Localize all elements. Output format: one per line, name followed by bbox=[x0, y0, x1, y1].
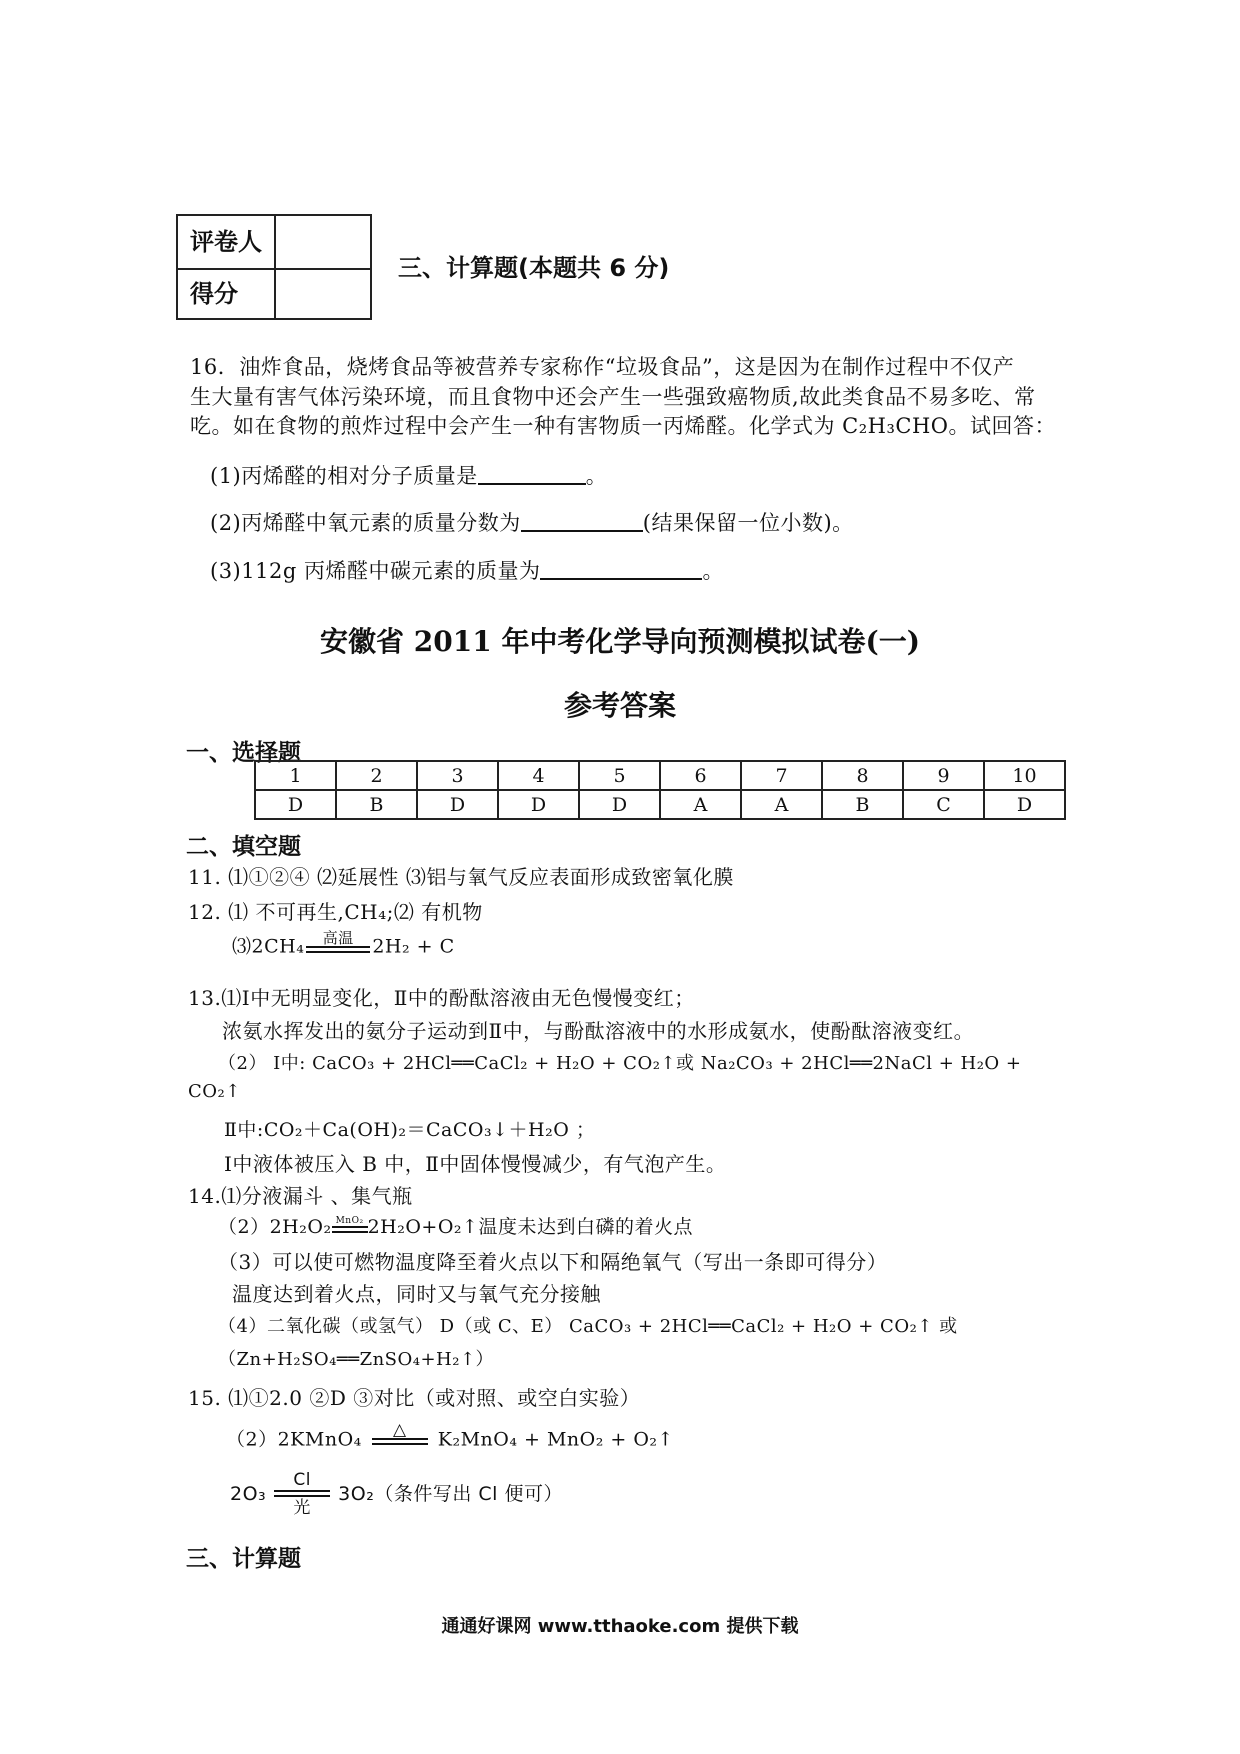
condition-label: MnO₂ bbox=[335, 1215, 364, 1226]
table-row-numbers bbox=[255, 761, 1065, 790]
answer-12-line2 bbox=[232, 930, 455, 965]
table-cell-question-number: 5 bbox=[579, 761, 660, 790]
answer-subtitle: 参考答案 bbox=[563, 689, 676, 722]
answer-15-ozone-left: 2O₃ bbox=[230, 1483, 267, 1505]
answer-14-eq-right: 2H₂O+O₂↑温度未达到白磷的着火点 bbox=[367, 1216, 693, 1238]
table-cell-answer: D bbox=[579, 790, 660, 819]
table-cell-answer: D bbox=[498, 790, 579, 819]
sec2-heading: 二、填空题 bbox=[186, 834, 301, 860]
reviewer-row bbox=[178, 216, 370, 270]
answer-14-line3: （3）可以使可燃物温度降至着火点以下和隔绝氧气（写出一条即可得分） bbox=[218, 1250, 888, 1274]
q16-sub2-text: (2)丙烯醛中氧元素的质量分数为 bbox=[210, 511, 521, 535]
heat-triangle-icon: △ bbox=[392, 1420, 407, 1440]
answer-11: 11. ⑴①②④ ⑵延展性 ⑶铝与氧气反应表面形成致密氧化膜 bbox=[188, 865, 734, 889]
table-cell-question-number: 6 bbox=[660, 761, 741, 790]
sec1-heading: 一、选择题 bbox=[186, 740, 301, 766]
q16-sub3-text: (3)112g 丙烯醛中碳元素的质量为 bbox=[210, 559, 541, 583]
answer-15-line3 bbox=[230, 1470, 563, 1519]
q16-sub1-blank[interactable] bbox=[478, 463, 586, 485]
equals-bars bbox=[332, 1226, 368, 1233]
answer-title: 安徽省 2011 年中考化学导向预测模拟试卷(一) bbox=[320, 625, 920, 658]
q16-sub2 bbox=[210, 507, 854, 537]
answer-14-line2 bbox=[218, 1212, 693, 1241]
sec3-heading: 三、计算题 bbox=[186, 1546, 301, 1572]
table-cell-answer: C bbox=[903, 790, 984, 819]
page-footer: 通通好课网 www.tthaoke.com 提供下载 bbox=[441, 1616, 799, 1637]
q16-sub1 bbox=[210, 460, 607, 490]
table-cell-question-number: 3 bbox=[417, 761, 498, 790]
q16-line3: 吃。如在食物的煎炸过程中会产生一种有害物质一丙烯醛。化学式为 C₂H₃CHO。试回答： bbox=[190, 414, 1056, 438]
table-cell-answer: B bbox=[822, 790, 903, 819]
table-cell-answer: D bbox=[417, 790, 498, 819]
answer-14-line5: （4）二氧化碳（或氢气） D（或 C、E） CaCO₃ + 2HCl══CaCl₂ + H₂O + CO₂↑ 或 bbox=[218, 1316, 958, 1337]
table-cell-question-number: 9 bbox=[903, 761, 984, 790]
q16-sub2-blank[interactable] bbox=[521, 510, 643, 532]
answer-13-line4: CO₂↑ bbox=[188, 1081, 241, 1102]
table-cell-question-number: 10 bbox=[984, 761, 1065, 790]
q16-sub3 bbox=[210, 555, 724, 585]
equals-bars bbox=[274, 1490, 330, 1497]
answer-15-line2 bbox=[226, 1422, 674, 1459]
reviewer-label: 评卷人 bbox=[178, 216, 276, 268]
reaction-condition-heat bbox=[372, 1422, 428, 1459]
table-cell-answer: D bbox=[255, 790, 336, 819]
choice-answer-table bbox=[254, 760, 1066, 820]
answer-14-line1: 14.⑴分液漏斗 、集气瓶 bbox=[188, 1184, 413, 1208]
condition-label: 高温 bbox=[322, 929, 354, 947]
q16-sub2-end: (结果保留一位小数)。 bbox=[642, 511, 854, 535]
answer-15-eq-left: （2）2KMnO₄ bbox=[226, 1428, 362, 1451]
answer-15-eq-right: K₂MnO₄ + MnO₂ + O₂↑ bbox=[437, 1428, 674, 1451]
reaction-condition-cl-light bbox=[274, 1470, 330, 1519]
score-label: 得分 bbox=[178, 268, 276, 320]
answer-14-eq-left: （2）2H₂O₂ bbox=[218, 1216, 332, 1238]
table-cell-question-number: 8 bbox=[822, 761, 903, 790]
answer-13-line2: 浓氨水挥发出的氨分子运动到Ⅱ中，与酚酞溶液中的水形成氨水，使酚酞溶液变红。 bbox=[222, 1019, 975, 1043]
table-cell-answer: D bbox=[984, 790, 1065, 819]
table-cell-answer: A bbox=[741, 790, 822, 819]
grader-box bbox=[176, 214, 372, 320]
answer-15-line1: 15. ⑴①2.0 ②D ③对比（或对照、或空白实验） bbox=[188, 1386, 641, 1410]
answer-14-line6: （Zn+H₂SO₄══ZnSO₄+H₂↑） bbox=[218, 1349, 495, 1370]
reaction-condition-mno2 bbox=[332, 1216, 368, 1241]
q16-sub1-text: (1)丙烯醛的相对分子质量是 bbox=[210, 464, 478, 488]
table-cell-question-number: 4 bbox=[498, 761, 579, 790]
answer-15-ozone-right: 3O₂（条件写出 Cl 便可） bbox=[338, 1483, 563, 1505]
answer-13-line1: 13.⑴Ⅰ中无明显变化，Ⅱ中的酚酞溶液由无色慢慢变红； bbox=[188, 986, 695, 1010]
q16-sub3-end: 。 bbox=[702, 559, 724, 583]
answer-13-line6: Ⅰ中液体被压入 B 中，Ⅱ中固体慢慢减少，有气泡产生。 bbox=[224, 1152, 727, 1176]
equals-bars bbox=[306, 946, 370, 953]
reaction-condition-high-temp bbox=[306, 930, 370, 965]
condition-light: 光 bbox=[293, 1498, 311, 1518]
answer-13-line5: Ⅱ中:CO₂＋Ca(OH)₂＝CaCO₃↓＋H₂O ； bbox=[224, 1119, 596, 1141]
section3-title: 三、计算题(本题共 6 分) bbox=[398, 254, 670, 282]
q16-sub3-blank[interactable] bbox=[540, 558, 702, 580]
table-cell-question-number: 2 bbox=[336, 761, 417, 790]
table-cell-question-number: 7 bbox=[741, 761, 822, 790]
answer-12-eq-right: 2H₂ + C bbox=[372, 935, 455, 958]
score-row bbox=[178, 268, 370, 320]
table-row-answers bbox=[255, 790, 1065, 819]
table-cell-question-number: 1 bbox=[255, 761, 336, 790]
table-cell-answer: B bbox=[336, 790, 417, 819]
condition-catalyst: Cl bbox=[293, 1470, 311, 1490]
table-cell-answer: A bbox=[660, 790, 741, 819]
answer-12-line1: 12. ⑴ 不可再生,CH₄;⑵ 有机物 bbox=[188, 900, 483, 924]
answer-12-eq-left: ⑶2CH₄ bbox=[232, 935, 305, 958]
answer-14-line4: 温度达到着火点，同时又与氧气充分接触 bbox=[232, 1282, 601, 1306]
q16-line2: 生大量有害气体污染环境，而且食物中还会产生一些强致癌物质,故此类食品不易多吃、常 bbox=[190, 385, 1036, 409]
answer-13-line3: （2） Ⅰ中: CaCO₃ + 2HCl══CaCl₂ + H₂O + CO₂↑或 Na₂CO₃ + 2HCl══2NaCl + H₂O + bbox=[218, 1053, 1022, 1074]
q16-sub1-end: 。 bbox=[585, 464, 608, 488]
q16-line1: 16．油炸食品，烧烤食品等被营养专家称作“垃圾食品”，这是因为在制作过程中不仅产 bbox=[190, 355, 1015, 379]
